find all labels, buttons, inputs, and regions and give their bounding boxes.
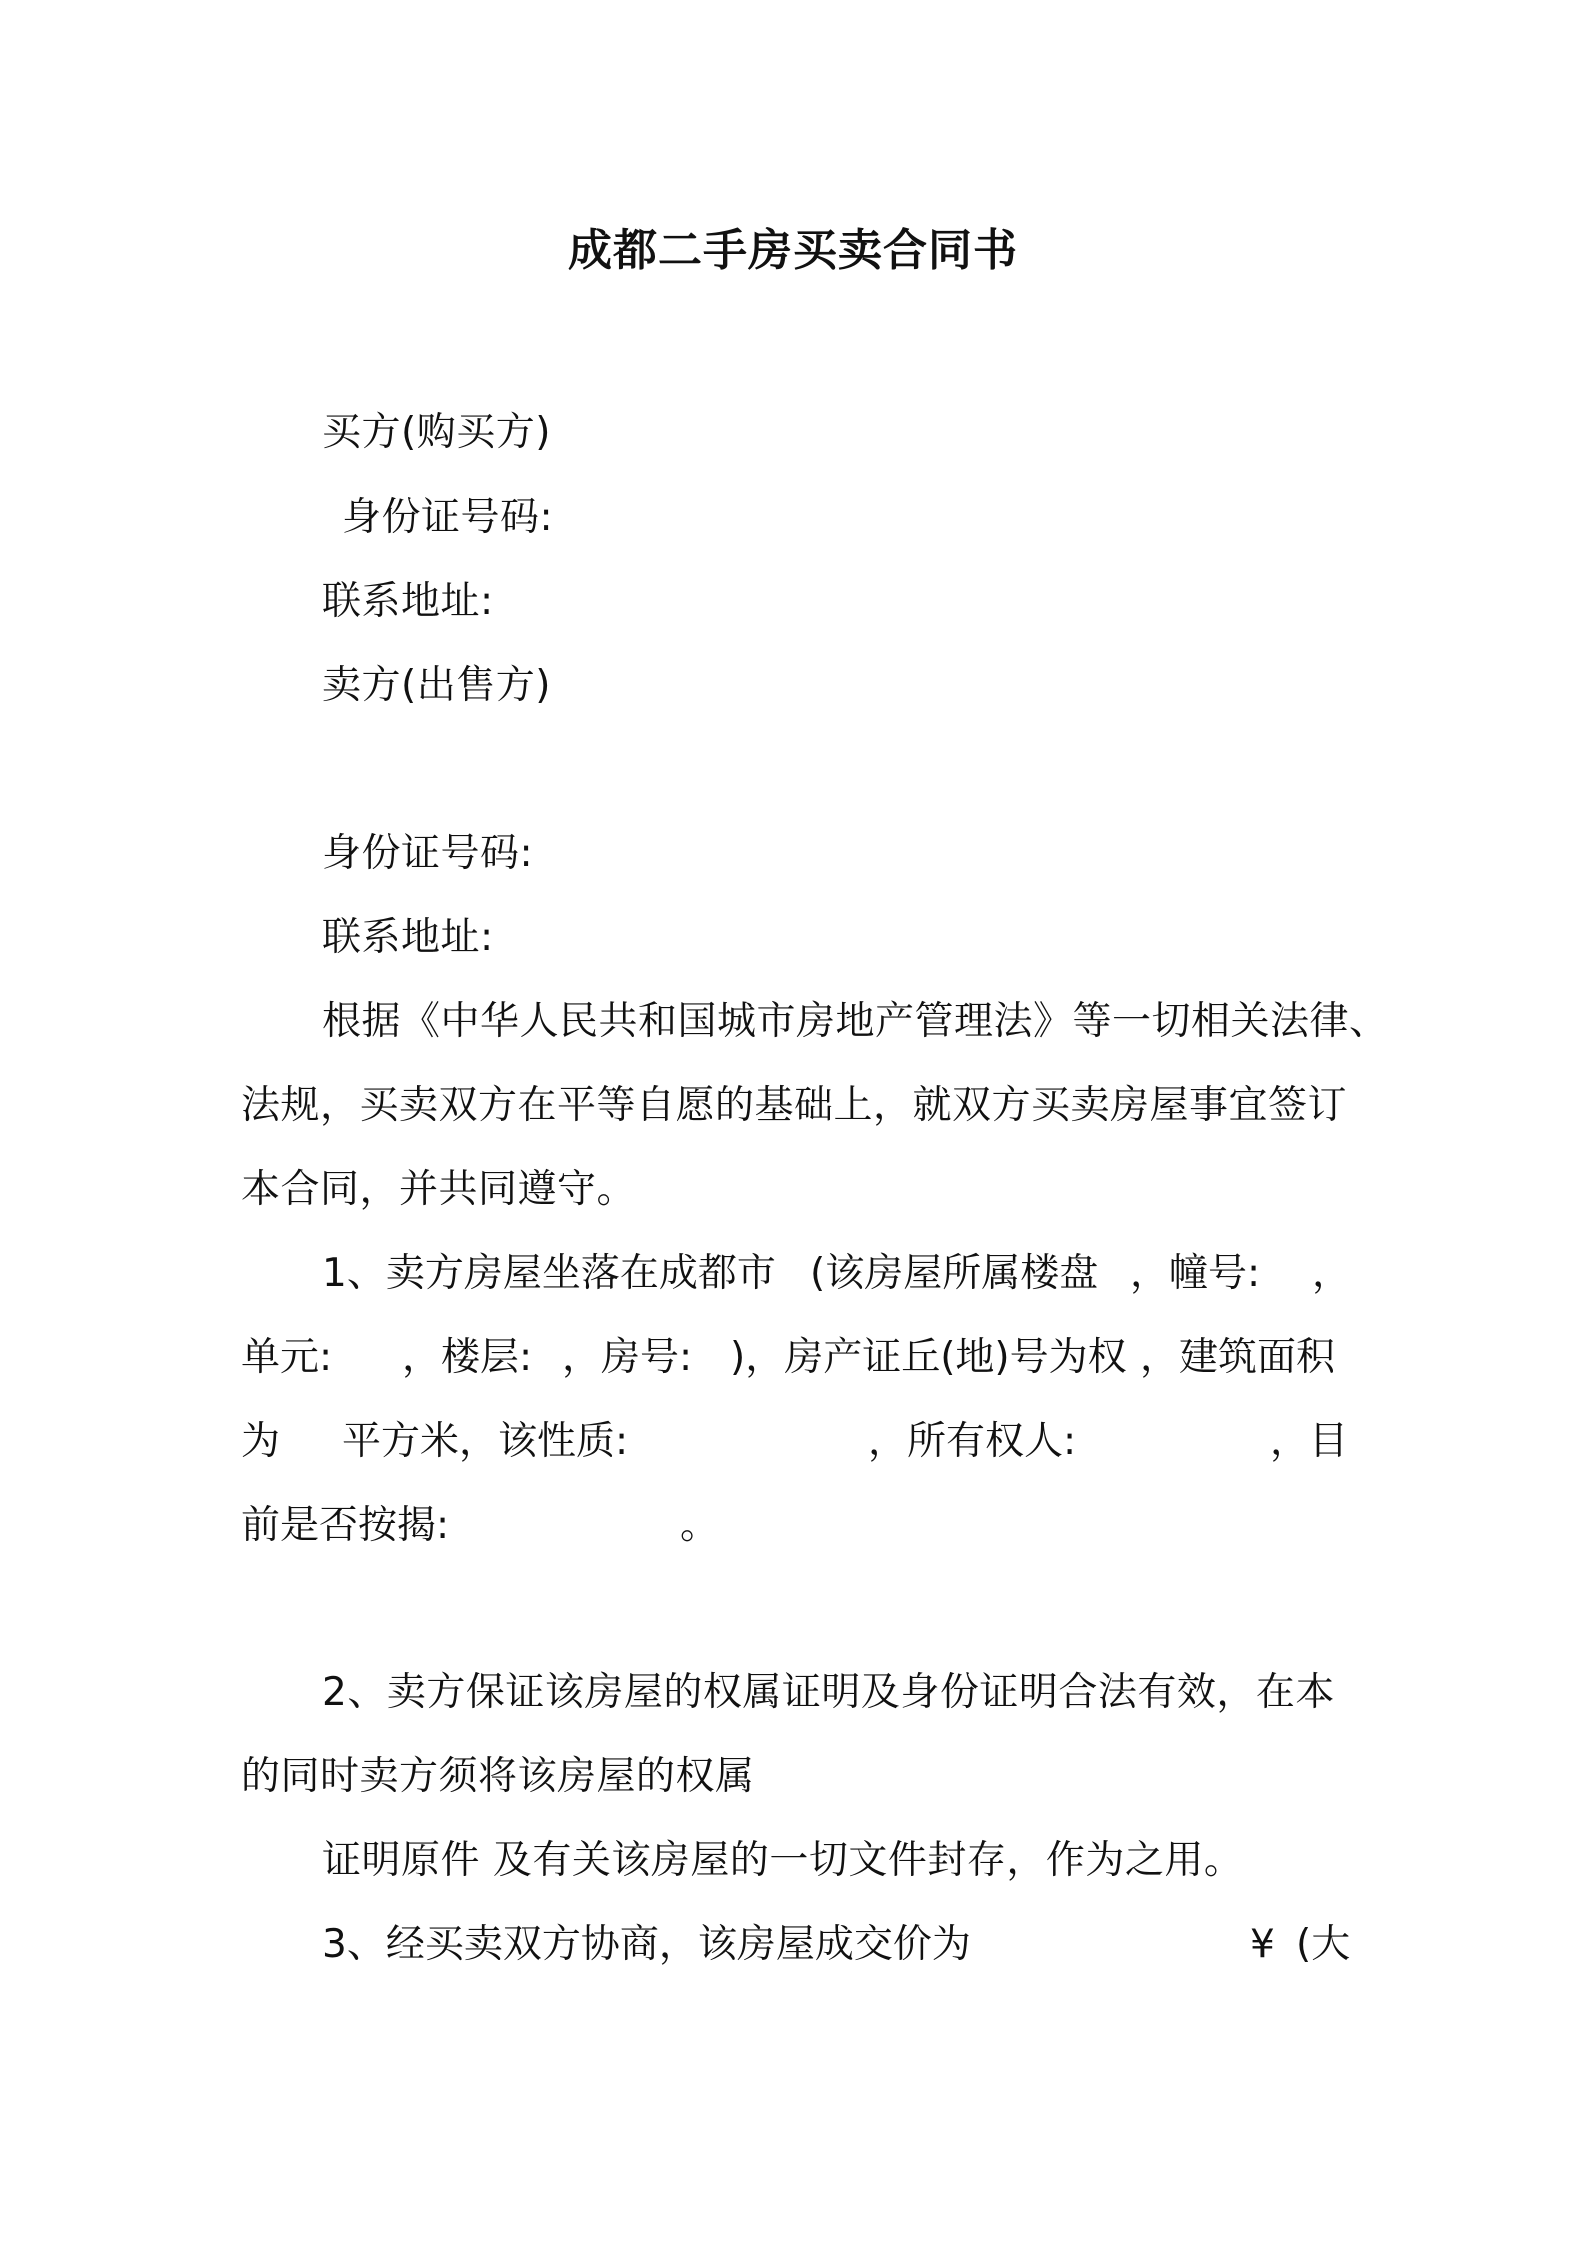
clause-1-text: 单元: — [241, 1335, 333, 1380]
clause-1-text: ，所有权人: — [868, 1419, 1077, 1464]
clause-1-text: ，目 — [1270, 1419, 1349, 1464]
preamble-line-3: 本合同，并共同遵守。 — [241, 1167, 637, 1212]
seller-id-label: 身份证号码: — [322, 831, 534, 876]
clause-1-text: )，房产证丘(地)号为权 — [730, 1335, 1127, 1380]
document-title: 成都二手房买卖合同书 — [568, 225, 1018, 276]
clause-2-line-3: 证明原件 及有关该房屋的一切文件封存，作为之用。 — [322, 1838, 1244, 1883]
clause-1-text: (该房屋所属楼盘 — [810, 1251, 1099, 1296]
seller-heading: 卖方(出售方) — [322, 663, 551, 708]
seller-address-label: 联系地址: — [322, 915, 494, 960]
clause-3-text: (大 — [1296, 1922, 1351, 1967]
clause-2-line-2: 的同时卖方须将该房屋的权属 — [241, 1754, 755, 1799]
preamble-line-1: 根据《中华人民共和国城市房地产管理法》等一切相关法律、 — [322, 999, 1389, 1044]
clause-3-text: 3、经买卖双方协商，该房屋成交价为 — [322, 1922, 971, 1967]
clause-2-line-1: 2、卖方保证该房屋的权属证明及身份证明合法有效，在本 — [322, 1670, 1335, 1715]
clause-1-text: ，建筑面积 — [1140, 1335, 1336, 1380]
preamble-line-2: 法规，买卖双方在平等自愿的基础上，就双方买卖房屋事宜签订 — [241, 1083, 1348, 1128]
currency-symbol: ¥ — [1250, 1922, 1275, 1967]
clause-1-text: 为 — [241, 1419, 281, 1464]
clause-1-text: 平方米，该性质: — [342, 1419, 629, 1464]
clause-1-text: ，幢号: — [1130, 1251, 1261, 1296]
clause-1-text: 1、卖方房屋坐落在成都市 — [322, 1251, 776, 1296]
clause-1-text: 前是否按揭: — [241, 1503, 450, 1548]
buyer-id-label: 身份证号码: — [342, 495, 554, 540]
clause-1-text: ，楼层: — [402, 1335, 533, 1380]
buyer-heading: 买方(购买方) — [322, 410, 551, 455]
clause-1-text: ， — [1312, 1251, 1352, 1296]
clause-1-text: 。 — [680, 1503, 720, 1548]
clause-1-text: ，房号: — [562, 1335, 693, 1380]
buyer-address-label: 联系地址: — [322, 579, 494, 624]
